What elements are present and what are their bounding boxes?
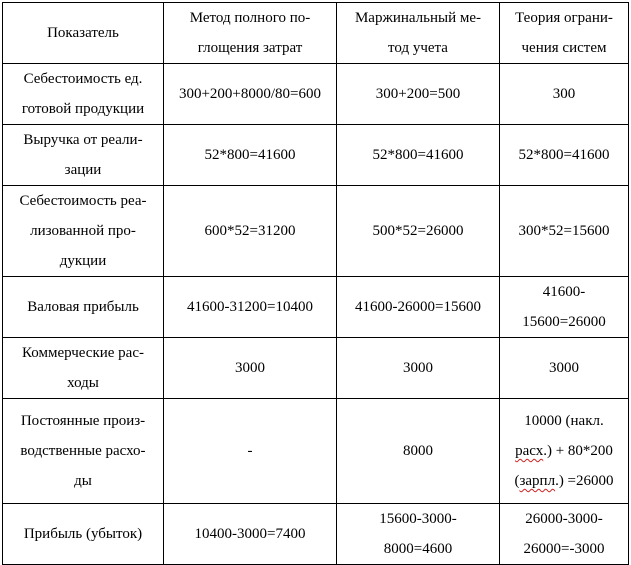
- cell-toc-line1: 10000 (накл.: [524, 413, 604, 429]
- cell-toc: 10000 (накл. расх.) + 80*200 (зарпл.) =26000: [500, 399, 629, 504]
- cell-full-absorption: 600*52=31200: [164, 186, 337, 277]
- table-row: [3, 277, 629, 338]
- table-row: [3, 504, 629, 565]
- table-row: [3, 186, 629, 277]
- row-label: Постоянные произ- водственные расхо- ды: [3, 399, 164, 504]
- row-label: Коммерческие рас- ходы: [3, 338, 164, 399]
- row-label: Прибыль (убыток): [3, 504, 164, 565]
- cell-full-absorption: -: [164, 399, 337, 504]
- table-header-row: [3, 3, 629, 64]
- header-marginal: Маржинальный ме- тод учета: [337, 3, 500, 64]
- table-row: [3, 64, 629, 125]
- cell-marginal: 41600-26000=15600: [337, 277, 500, 338]
- row-label: Себестоимость реа- лизованной про- дукции: [3, 186, 164, 277]
- cell-full-absorption: 41600-31200=10400: [164, 277, 337, 338]
- cell-full-absorption: 300+200+8000/80=600: [164, 64, 337, 125]
- cell-marginal: 300+200=500: [337, 64, 500, 125]
- cell-marginal: 8000: [337, 399, 500, 504]
- cell-toc: 300: [500, 64, 629, 125]
- table-row: [3, 125, 629, 186]
- cell-marginal: 3000: [337, 338, 500, 399]
- header-full-absorption: Метод полного по- глощения затрат: [164, 3, 337, 64]
- cell-toc-line3: .) =26000: [555, 473, 614, 489]
- cell-toc: 52*800=41600: [500, 125, 629, 186]
- cell-toc: 3000: [500, 338, 629, 399]
- table-row: [3, 338, 629, 399]
- cell-full-absorption: 10400-3000=7400: [164, 504, 337, 565]
- row-label: Валовая прибыль: [3, 277, 164, 338]
- cell-marginal: 500*52=26000: [337, 186, 500, 277]
- cell-toc-word-rash: расх: [515, 443, 544, 459]
- cell-toc: 300*52=15600: [500, 186, 629, 277]
- cell-full-absorption: 52*800=41600: [164, 125, 337, 186]
- cell-marginal: 52*800=41600: [337, 125, 500, 186]
- cell-toc-line2: .) + 80*200: [543, 443, 613, 459]
- header-indicator: Показатель: [3, 3, 164, 64]
- cell-marginal: 15600-3000- 8000=4600: [337, 504, 500, 565]
- table-row: [3, 399, 629, 504]
- cell-toc-word-zarpl: зарпл: [519, 473, 556, 489]
- header-toc: Теория ограни- чения систем: [500, 3, 629, 64]
- row-label: Себестоимость ед. готовой продукции: [3, 64, 164, 125]
- row-label: Выручка от реали- зации: [3, 125, 164, 186]
- cell-toc: 41600- 15600=26000: [500, 277, 629, 338]
- comparison-table: [2, 2, 629, 565]
- cell-full-absorption: 3000: [164, 338, 337, 399]
- cell-toc: 26000-3000- 26000=-3000: [500, 504, 629, 565]
